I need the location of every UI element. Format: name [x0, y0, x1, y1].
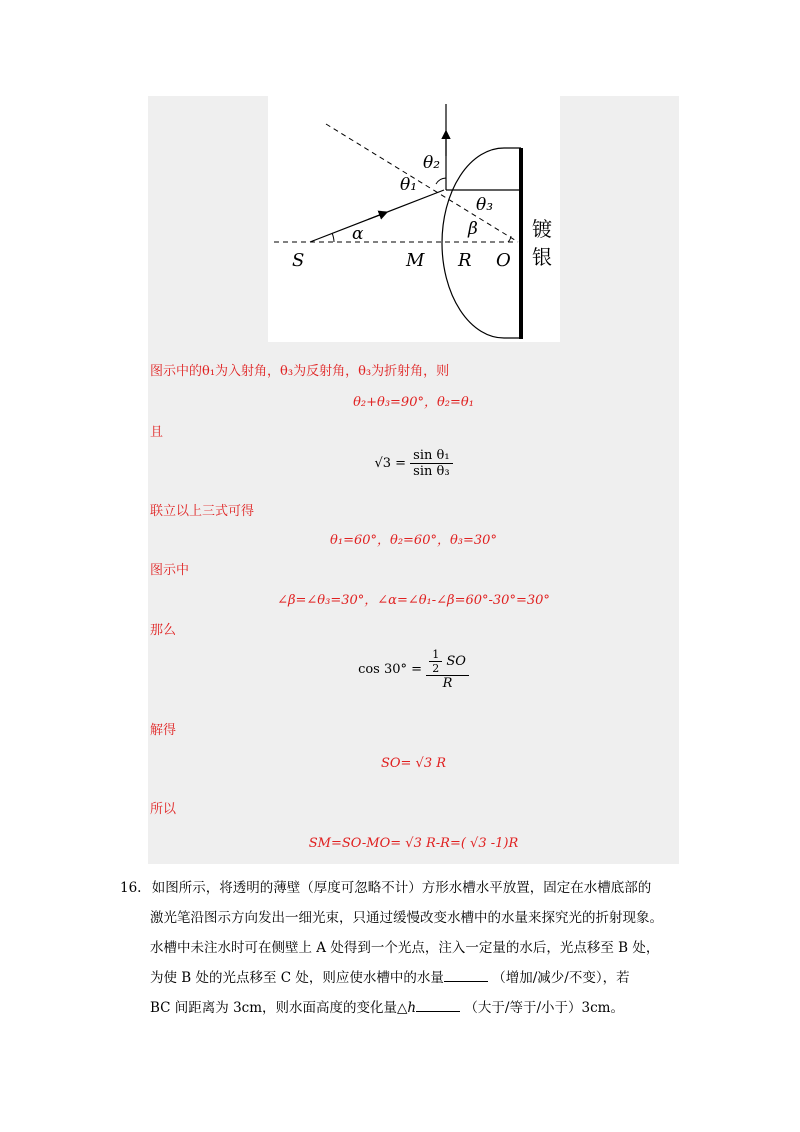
label-O: O	[496, 250, 511, 271]
solution-eq-3: θ₁=60°，θ₂=60°，θ₃=30°	[330, 533, 497, 548]
label-R: R	[458, 250, 472, 271]
solution-eq-6: SO= √3 R	[380, 756, 447, 771]
solution-eq-5	[148, 648, 679, 691]
solution-line-5: 那么	[150, 623, 177, 638]
solution-eq-4: ∠β=∠θ₃=30°，∠α=∠θ₁-∠β=60°-30°=30°	[277, 593, 550, 608]
eq2-left: √3 =	[374, 456, 407, 471]
eq5-numerator	[426, 648, 469, 676]
question-line-1	[120, 873, 680, 903]
solution-line-3: 联立以上三式可得	[150, 504, 255, 519]
solution-line-1: 图示中的θ₁为入射角，θ₃为反射角，θ₃为折射角，则	[150, 364, 450, 379]
eq5-half-num: 1	[429, 648, 442, 662]
question-h: h	[407, 1000, 417, 1016]
eq2-fraction	[410, 448, 452, 479]
eq5-left: cos 30° =	[358, 662, 423, 677]
label-M: M	[406, 250, 425, 271]
solution-eq-2	[148, 448, 679, 479]
eq5-half	[429, 648, 442, 675]
angle-arc	[436, 178, 446, 184]
answer-blank-2[interactable]	[416, 997, 460, 1012]
question-line-5	[120, 993, 680, 1023]
question-text-5a: BC 间距离为 3cm，则水面高度的变化量△	[150, 1000, 408, 1016]
beta-arc	[508, 236, 511, 242]
label-theta3: θ₃	[476, 195, 494, 215]
optics-figure	[268, 96, 560, 342]
question-text-4a: 为使 B 处的光点移至 C 处，则应使水槽中的水量	[150, 970, 444, 986]
solution-line-6: 解得	[150, 723, 177, 738]
solution-line-7: 所以	[150, 802, 177, 817]
eq5-half-den: 2	[432, 662, 440, 675]
eq5-denominator: R	[442, 676, 453, 691]
label-alpha: α	[352, 224, 364, 244]
optics-diagram	[268, 96, 560, 342]
alpha-arc	[332, 233, 334, 242]
semicircle-outline	[442, 148, 521, 338]
solution-line-4: 图示中	[150, 563, 190, 578]
question-line-3: 水槽中未注水时可在侧壁上 A 处得到一个光点，注入一定量的水后，光点移至 B 处，	[150, 940, 660, 956]
solution-eq-7: SM=SO-MO= √3 R-R=( √3 -1)R	[308, 836, 519, 851]
question-number: 16.	[120, 880, 142, 896]
question-text-1: 如图所示，将透明的薄壁（厚度可忽略不计）方形水槽水平放置，固定在水槽底部的	[151, 880, 652, 896]
question-16	[120, 873, 680, 1023]
solution-eq-1: θ₂+θ₃=90°，θ₂=θ₁	[353, 395, 474, 410]
incident-arrow	[368, 213, 386, 220]
eq2-denominator: sin θ₃	[413, 464, 450, 479]
eq2-numerator: sin θ₁	[410, 448, 452, 464]
question-text-5b: （大于/等于/小于）3cm。	[464, 1000, 624, 1016]
label-beta: β	[468, 219, 478, 239]
eq5-so: SO	[446, 654, 466, 669]
answer-blank-1[interactable]	[444, 967, 488, 982]
label-silvered-2: 银	[532, 245, 552, 269]
label-theta2: θ₂	[423, 153, 441, 173]
label-silvered-1: 镀	[532, 217, 552, 241]
question-line-2: 激光笔沿图示方向发出一细光束，只通过缓慢改变水槽中的水量来探究光的折射现象。	[150, 910, 663, 926]
solution-line-2: 且	[150, 425, 164, 440]
label-S: S	[292, 250, 305, 271]
eq5-fraction	[426, 648, 469, 691]
question-line-4	[120, 963, 680, 993]
label-theta1: θ₁	[400, 175, 418, 195]
question-text-4b: （增加/减少/不变），若	[492, 970, 630, 986]
